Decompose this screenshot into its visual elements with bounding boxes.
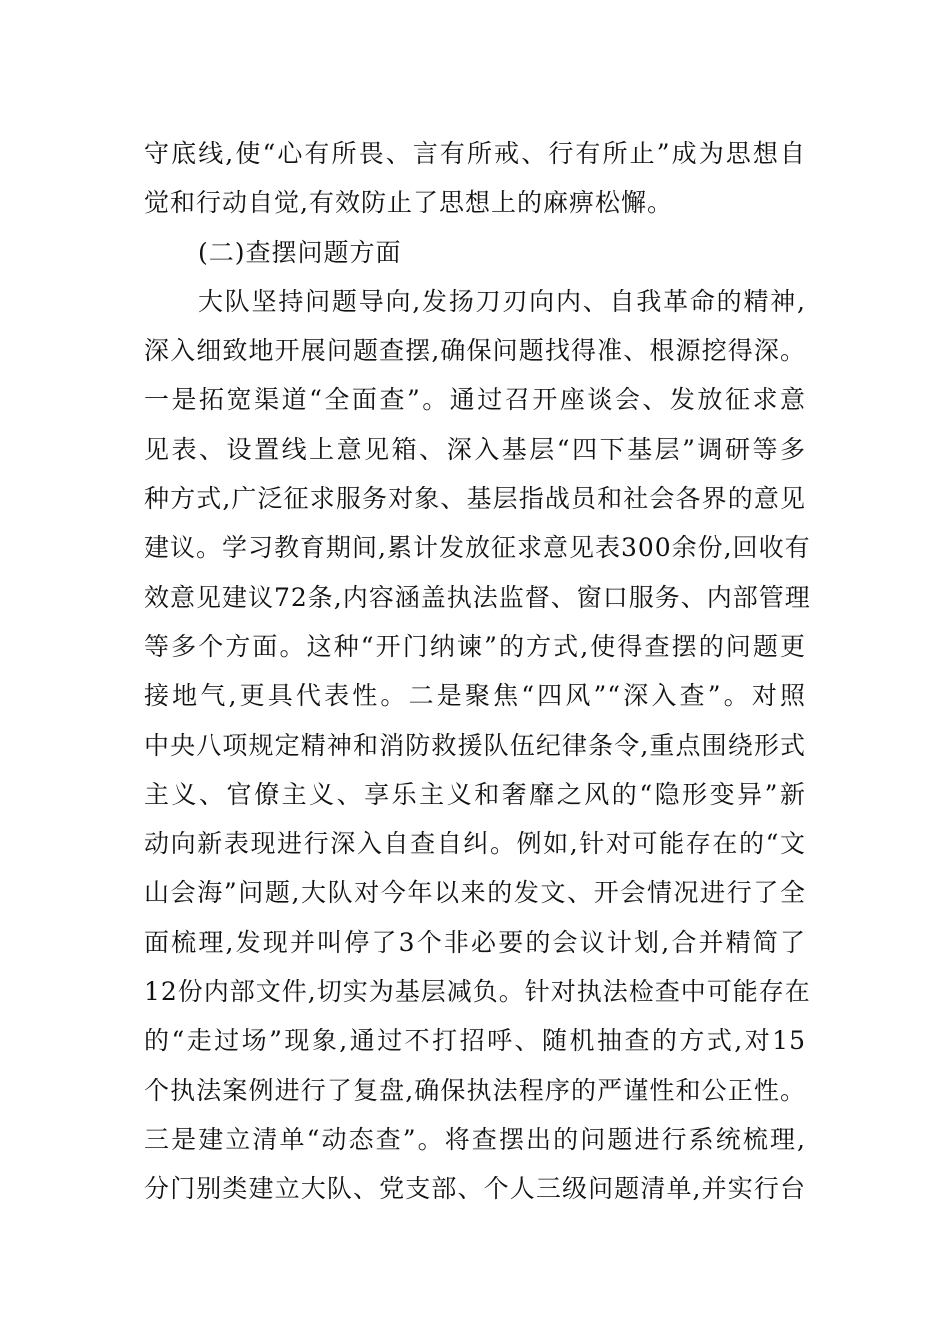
text-line-14: 主义、官僚主义、享乐主义和奢靡之风的“隐形变异”新 bbox=[144, 779, 806, 809]
text-line-4: 大队坚持问题导向,发扬刀刃向内、自我革命的精神, bbox=[198, 286, 806, 316]
text-line-12: 接地气,更具代表性。二是聚焦“四风”“深入查”。对照 bbox=[144, 681, 806, 711]
text-line-2: 觉和行动自觉,有效防止了思想上的麻痹松懈。 bbox=[144, 188, 673, 218]
text-line-19: 的“走过场”现象,通过不打招呼、随机抽查的方式,对15 bbox=[144, 1026, 806, 1056]
text-line-5: 深入细致地开展问题查摆,确保问题找得准、根源挖得深。 bbox=[144, 336, 806, 366]
text-line-6: 一是拓宽渠道“全面查”。通过召开座谈会、发放征求意 bbox=[144, 385, 806, 415]
text-line-10: 效意见建议72条,内容涵盖执法监督、窗口服务、内部管理 bbox=[144, 582, 811, 612]
text-line-7: 见表、设置线上意见箱、深入基层“四下基层”调研等多 bbox=[144, 434, 806, 464]
text-line-21: 三是建立清单“动态查”。将查摆出的问题进行系统梳理, bbox=[144, 1124, 806, 1154]
document-body bbox=[144, 129, 811, 1214]
text-line-13: 中央八项规定精神和消防救援队伍纪律条令,重点围绕形式 bbox=[144, 730, 806, 760]
text-line-11: 等多个方面。这种“开门纳谏”的方式,使得查摆的问题更 bbox=[144, 631, 806, 661]
text-line-22: 分门别类建立大队、党支部、个人三级问题清单,并实行台 bbox=[144, 1174, 806, 1204]
text-line-8: 种方式,广泛征求服务对象、基层指战员和社会各界的意见 bbox=[144, 484, 806, 514]
text-line-15: 动向新表现进行深入自查自纠。例如,针对可能存在的“文 bbox=[144, 829, 806, 859]
text-line-17: 面梳理,发现并叫停了3个非必要的会议计划,合并精简了 bbox=[144, 927, 806, 957]
section-heading: (二)查摆问题方面 bbox=[198, 237, 402, 267]
text-line-1: 守底线,使“心有所畏、言有所戒、行有所止”成为思想自 bbox=[144, 139, 806, 168]
text-line-20: 个执法案例进行了复盘,确保执法程序的严谨性和公正性。 bbox=[144, 1075, 806, 1105]
text-line-9: 建议。学习教育期间,累计发放征求意见表300余份,回收有 bbox=[144, 533, 811, 563]
text-line-16: 山会海”问题,大队对今年以来的发文、开会情况进行了全 bbox=[144, 878, 806, 908]
text-line-18: 12份内部文件,切实为基层减负。针对执法检查中可能存在 bbox=[144, 977, 811, 1007]
